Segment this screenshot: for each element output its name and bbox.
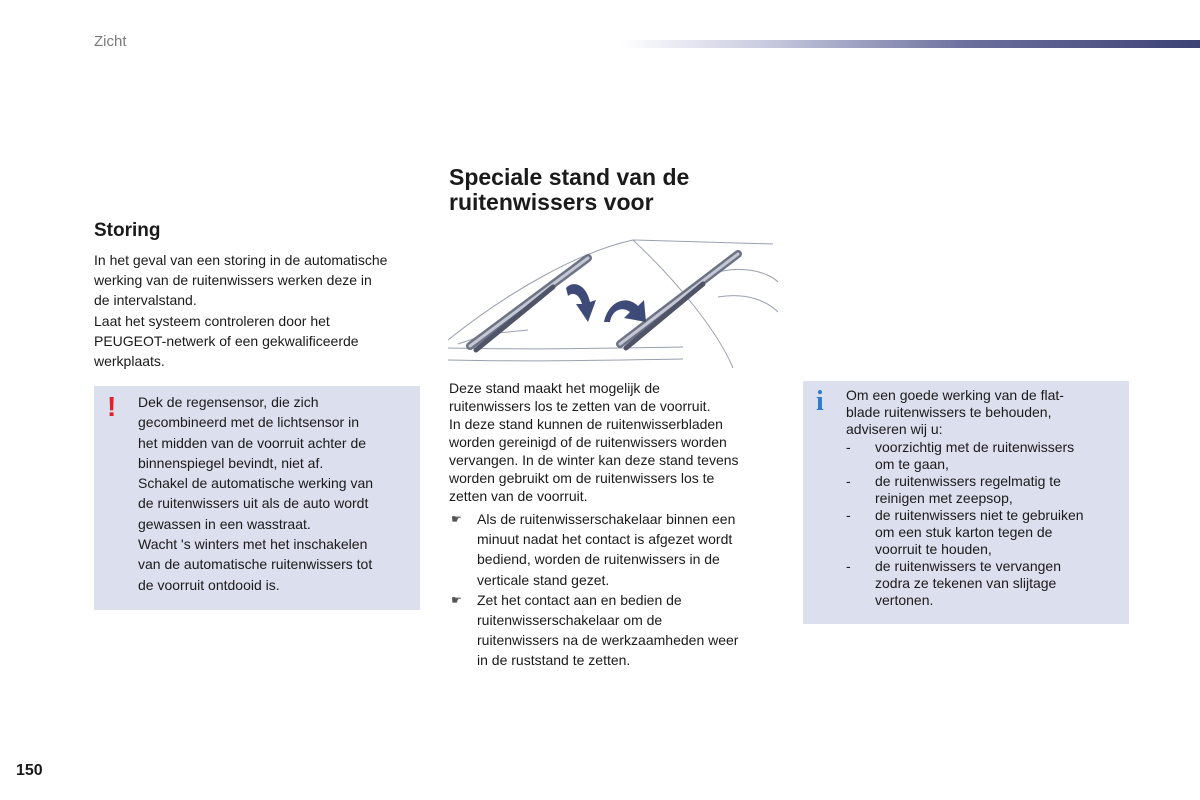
warning-text: [138, 392, 410, 595]
advice-line: zodra ze tekenen van slijtage: [875, 575, 1057, 591]
page-number: 150: [16, 762, 43, 779]
storing-line: werking van de ruitenwissers werken deze in: [94, 272, 372, 289]
dash-marker: -: [846, 473, 851, 489]
bullet-line: ruitenwisserschakelaar om de: [477, 612, 663, 629]
advice-line: voorruit te houden,: [875, 541, 992, 557]
special-position-heading: [449, 165, 779, 215]
paragraph-line: worden gebruikt om de ruitenwissers los te: [449, 470, 715, 486]
pointing-hand-icon: ☛: [451, 512, 462, 526]
advice-line: reinigen met zeepsop,: [875, 490, 1013, 506]
paragraph-line: zetten van de voorruit.: [449, 488, 588, 504]
bullet-line: verticale stand gezet.: [477, 571, 610, 588]
warning-line: gecombineerd met de lichtsensor in: [138, 414, 360, 431]
advice-line: de ruitenwissers niet te gebruiken: [875, 507, 1084, 523]
storing-line: In het geval van een storing in de automatische: [94, 252, 388, 268]
warning-line: Schakel de automatische werking van: [138, 475, 374, 492]
exclamation-icon: !: [107, 391, 117, 422]
warning-line: de voorruit ontdooid is.: [138, 576, 280, 593]
warning-line: binnenspiegel bevindt, niet af.: [138, 454, 324, 471]
paragraph-line: ruitenwissers los te zetten van de voorruit.: [449, 398, 711, 414]
advice-list: [846, 439, 1118, 609]
bullet-line: Zet het contact aan en bedien de: [477, 591, 682, 608]
hood-line: [448, 359, 683, 361]
left-wiper: [470, 258, 588, 350]
bullet-line: in de ruststand te zetten.: [477, 652, 631, 669]
dash-marker: -: [846, 558, 851, 574]
heading-line: ruitenwissers voor: [449, 189, 654, 215]
info-intro: [846, 387, 1118, 438]
wiper-illustration: [448, 222, 778, 368]
arrow-icon: [566, 284, 596, 322]
header-gradient-bar: [620, 40, 1200, 48]
warning-line: de ruitenwissers uit als de auto wordt: [138, 495, 369, 512]
heading-line: Speciale stand van de: [449, 164, 690, 190]
pointing-hand-icon: ☛: [451, 592, 462, 607]
storing-heading: Storing: [94, 220, 161, 241]
advice-line: om te gaan,: [875, 456, 949, 472]
paragraph-line: vervangen. In de winter kan deze stand tevens: [449, 452, 739, 468]
warning-line: gewassen in een wasstraat.: [138, 515, 311, 532]
storing-line: werkplaats.: [94, 353, 165, 370]
advice-line: vertonen.: [875, 592, 934, 608]
advice-line: de ruitenwissers regelmatig te: [875, 473, 1061, 489]
storing-line: Laat het systeem controleren door het: [94, 312, 330, 329]
storing-paragraph: [94, 250, 424, 371]
list-item: [449, 509, 779, 590]
list-item: [846, 507, 1118, 558]
section-title: Zicht: [94, 33, 127, 50]
warning-line: Wacht 's winters met het inschakelen: [138, 536, 368, 553]
bullet-line: Als de ruitenwisserschakelaar binnen een: [477, 511, 736, 527]
bullet-line: ruitenwissers na de werkzaamheden weer: [477, 632, 739, 649]
info-icon: i: [816, 386, 824, 417]
info-line: adviseren wij u:: [846, 421, 943, 437]
arrow-icon: [604, 300, 646, 322]
advice-line: de ruitenwissers te vervangen: [875, 558, 1061, 574]
paragraph-line: worden gereinigd of de ruitenwissers worden: [449, 434, 727, 450]
info-line: Om een goede werking van de flat-: [846, 387, 1064, 403]
list-item: [846, 473, 1118, 507]
paragraph-line: Deze stand maakt het mogelijk de: [449, 380, 660, 396]
advice-line: om een stuk karton tegen de: [875, 524, 1053, 540]
storing-line: PEUGEOT-netwerk of een gekwalificeerde: [94, 332, 359, 349]
advice-line: voorzichtig met de ruitenwissers: [875, 439, 1075, 455]
info-line: blade ruitenwissers te behouden,: [846, 404, 1052, 420]
paragraph-line: In deze stand kunnen de ruitenwisserbladen: [449, 416, 723, 432]
bullet-line: minuut nadat het contact is afgezet wordt: [477, 531, 733, 548]
list-item: [846, 439, 1118, 473]
warning-line: Dek de regensensor, die zich: [138, 394, 319, 410]
list-item: [846, 558, 1118, 609]
instruction-list: [449, 509, 779, 671]
warning-line: het midden van de voorruit achter de: [138, 434, 367, 451]
dash-marker: -: [846, 507, 851, 523]
warning-line: van de automatische ruitenwissers tot: [138, 556, 373, 573]
bullet-line: bediend, worden de ruitenwissers in de: [477, 551, 720, 568]
dash-marker: -: [846, 439, 851, 455]
a-pillar-line: [633, 240, 733, 368]
door-line: [718, 296, 778, 312]
storing-line: de intervalstand.: [94, 292, 197, 309]
special-position-paragraph: [449, 379, 779, 505]
right-wiper: [620, 254, 738, 348]
list-item: [449, 590, 779, 671]
